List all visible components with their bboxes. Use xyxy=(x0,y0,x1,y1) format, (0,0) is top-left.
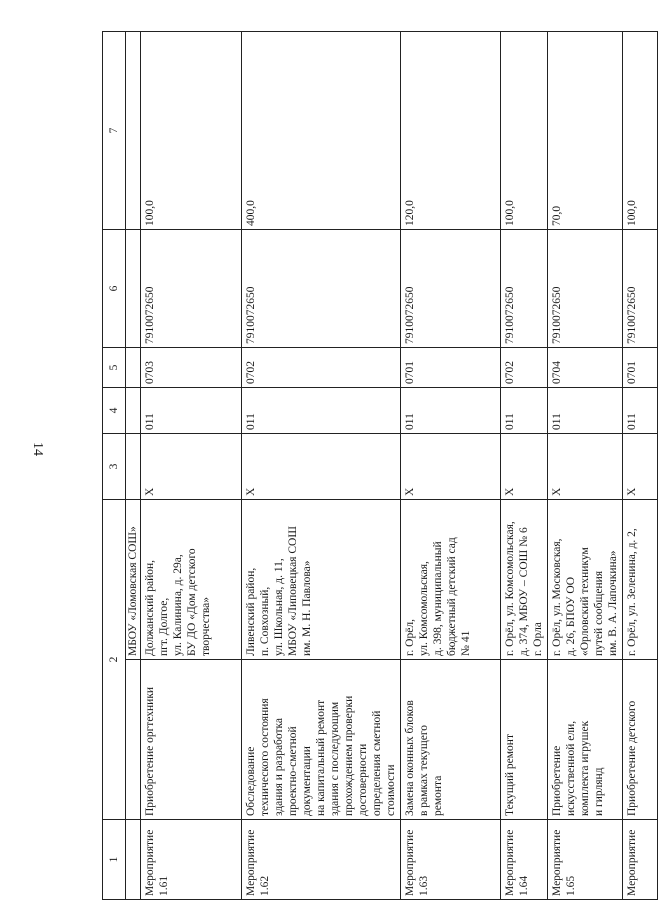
code-ministry-cell: 011 xyxy=(242,388,401,434)
header-cell: 7 xyxy=(103,32,126,230)
event-number-cell: Мероприятие 1.64 xyxy=(501,820,548,900)
code-section-cell: 0702 xyxy=(501,348,548,388)
event-location-cell: г. Орёл, ул. Московская, д. 26, БПОУ ОО «Орловский техникум путей сообщения им. В. А. Лапочкина» xyxy=(548,500,623,660)
mark-x-cell: Х xyxy=(401,434,501,500)
header-row xyxy=(103,32,126,900)
header-cell: 1 xyxy=(103,820,126,900)
amount-cell: 100,0 xyxy=(501,32,548,230)
code-target-cell: 7910072650 xyxy=(548,230,623,348)
event-name-cell: Замена оконных блоков в рамках текущего ремонта xyxy=(401,660,501,820)
event-name-cell: Обследование технического состояния здания и разработка проектно-сметной документации на капитальный ремонт здания с последующим прохождением проверки достоверности определения сметной стоимости xyxy=(242,660,401,820)
empty-cell xyxy=(126,434,141,500)
header-cell: 6 xyxy=(103,230,126,348)
event-location-cell: г. Орёл, ул. Комсомольская, д. 374, МБОУ – СОШ № 6 г. Орла xyxy=(501,500,548,660)
mark-x-cell: Х xyxy=(548,434,623,500)
code-section-cell: 0704 xyxy=(548,348,623,388)
code-ministry-cell: 011 xyxy=(401,388,501,434)
event-number-cell: Мероприятие 1.65 xyxy=(548,820,623,900)
mark-x-cell: Х xyxy=(623,434,658,500)
empty-cell xyxy=(126,32,141,230)
amount-cell: 120,0 xyxy=(401,32,501,230)
table-row xyxy=(242,32,401,900)
empty-cell xyxy=(126,230,141,348)
header-cell: 5 xyxy=(103,348,126,388)
spacer-row xyxy=(126,32,141,900)
event-name-cell: Приобретение искусственной ели, комплекта игрушек и гирлянд xyxy=(548,660,623,820)
event-location-cell: г. Орёл, ул. Комсомольская, д. 398, муниципальный бюджетный детский сад № 41 xyxy=(401,500,501,660)
code-section-cell: 0702 xyxy=(242,348,401,388)
code-target-cell: 7910072650 xyxy=(501,230,548,348)
code-target-cell: 7910072650 xyxy=(623,230,658,348)
header-cell: 3 xyxy=(103,434,126,500)
event-number-cell: Мероприятие 1.61 xyxy=(141,820,242,900)
amount-cell: 100,0 xyxy=(623,32,658,230)
event-location-cell: Должанский район, пгт. Долгое, ул. Калинина, д. 29а, БУ ДО «Дом детского творчества» xyxy=(141,500,242,660)
empty-cell xyxy=(126,348,141,388)
event-number-cell: Мероприятие xyxy=(623,820,658,900)
amount-cell: 100,0 xyxy=(141,32,242,230)
code-section-cell: 0701 xyxy=(401,348,501,388)
code-target-cell: 7910072650 xyxy=(141,230,242,348)
code-ministry-cell: 011 xyxy=(501,388,548,434)
header-cell: 2 xyxy=(103,500,126,820)
event-number-cell: Мероприятие 1.63 xyxy=(401,820,501,900)
event-number-cell: Мероприятие 1.62 xyxy=(242,820,401,900)
code-ministry-cell: 011 xyxy=(548,388,623,434)
data-table xyxy=(102,31,658,900)
code-target-cell: 7910072650 xyxy=(401,230,501,348)
mark-x-cell: Х xyxy=(242,434,401,500)
table-row xyxy=(141,32,242,900)
code-target-cell: 7910072650 xyxy=(242,230,401,348)
event-name-cell: Приобретение детского xyxy=(623,660,658,820)
top-row-location: МБОУ «Ломовская СОШ» xyxy=(126,500,141,660)
header-cell: 4 xyxy=(103,388,126,434)
empty-cell xyxy=(126,388,141,434)
page-number: 14 xyxy=(30,442,45,456)
code-section-cell: 0701 xyxy=(623,348,658,388)
amount-cell: 70,0 xyxy=(548,32,623,230)
table-row xyxy=(401,32,501,900)
amount-cell: 400,0 xyxy=(242,32,401,230)
table-row xyxy=(501,32,548,900)
empty-cell xyxy=(126,660,141,820)
empty-cell xyxy=(126,820,141,900)
code-ministry-cell: 011 xyxy=(623,388,658,434)
event-name-cell: Текущий ремонт xyxy=(501,660,548,820)
event-location-cell: Ливенский район, п. Совхозный, ул. Школьная, д. 11, МБОУ «Липовецкая СОШ им. М. Н. Павлова» xyxy=(242,500,401,660)
mark-x-cell: Х xyxy=(141,434,242,500)
rotated-table-container xyxy=(102,32,638,900)
table-row xyxy=(548,32,623,900)
code-ministry-cell: 011 xyxy=(141,388,242,434)
event-name-cell: Приобретение оргтехники xyxy=(141,660,242,820)
table-sheet xyxy=(102,32,638,900)
table-row xyxy=(623,32,658,900)
code-section-cell: 0703 xyxy=(141,348,242,388)
event-location-cell: г. Орёл, ул. Зеленина, д. 2, xyxy=(623,500,658,660)
mark-x-cell: Х xyxy=(501,434,548,500)
